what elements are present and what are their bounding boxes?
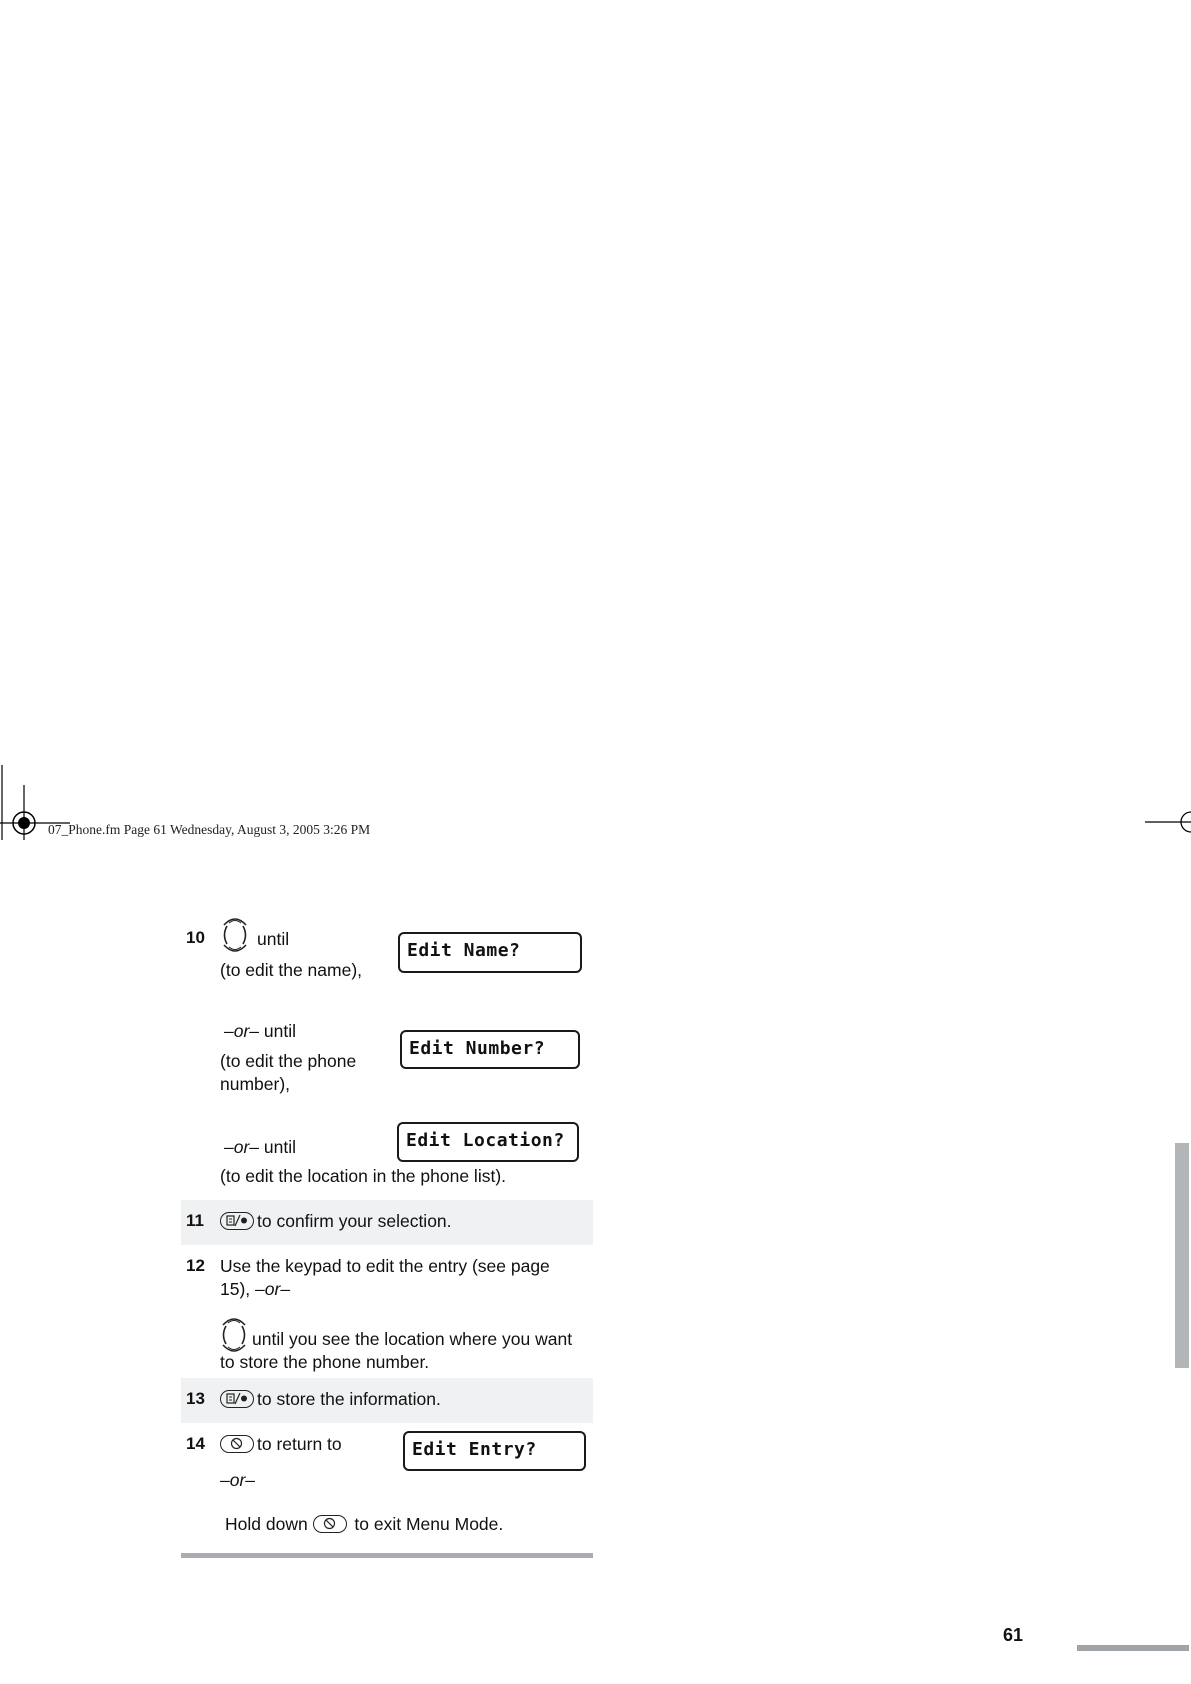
or-text: –or– <box>255 1279 291 1299</box>
step-11-number: 11 <box>186 1211 204 1230</box>
or-text: –or– <box>224 1021 260 1041</box>
scroll-key-icon <box>217 1314 251 1356</box>
step-14-hold-down <box>225 1513 503 1535</box>
footer-rule <box>1077 1645 1189 1651</box>
step-14-or <box>220 1469 255 1491</box>
end-key-icon <box>313 1515 347 1533</box>
step-10-until: until <box>257 929 290 949</box>
print-header-info: 07_Phone.fm Page 61 Wednesday, August 3, 2005 3:26 PM <box>48 822 371 837</box>
step-13-content <box>220 1388 441 1410</box>
step-10-number: 10 <box>186 928 205 947</box>
step-10-edit-name-note: (to edit the name), <box>220 960 363 980</box>
page-number: 61 <box>1003 1625 1024 1645</box>
table-bottom-rule <box>181 1553 593 1558</box>
step-14-number: 14 <box>186 1434 205 1453</box>
step-10-edit-number-line1: (to edit the phone <box>220 1051 357 1071</box>
scroll-key-icon <box>218 914 252 956</box>
step-12-page-ref: 15), <box>220 1279 256 1299</box>
step-14-text: to return to <box>257 1434 342 1454</box>
step-11-text: to confirm your selection. <box>257 1211 452 1231</box>
step-13-text: to store the information. <box>257 1389 441 1409</box>
or-text: –or– <box>220 1470 256 1490</box>
lcd-edit-number: Edit Number? <box>400 1030 580 1069</box>
step-11-content <box>220 1210 452 1232</box>
menu-select-key-icon <box>220 1390 254 1408</box>
lcd-edit-location: Edit Location? <box>397 1122 579 1162</box>
section-tab-marker <box>1175 1143 1189 1368</box>
exit-menu-text: to exit Menu Mode. <box>349 1514 504 1534</box>
until-text: until <box>259 1137 296 1157</box>
step-10-edit-location-note: (to edit the location in the phone list). <box>220 1166 507 1186</box>
step-13-number: 13 <box>186 1389 205 1408</box>
step-10-or-1 <box>224 1020 296 1042</box>
step-12-line1: Use the keypad to edit the entry (see page <box>220 1256 550 1276</box>
step-12-line4: to store the phone number. <box>220 1352 430 1372</box>
end-key-icon <box>220 1435 254 1453</box>
step-12-line3: until you see the location where you want <box>252 1329 573 1349</box>
until-text: until <box>259 1021 296 1041</box>
lcd-edit-entry: Edit Entry? <box>403 1431 586 1471</box>
step-10-edit-number-line2: number), <box>220 1074 291 1094</box>
step-14-content <box>220 1433 342 1455</box>
or-text: –or– <box>224 1137 260 1157</box>
step-12-line2 <box>220 1278 290 1300</box>
registration-mark-right-icon <box>1145 810 1191 840</box>
lcd-edit-name: Edit Name? <box>398 932 582 973</box>
step-10-or-2 <box>224 1136 296 1158</box>
menu-select-key-icon <box>220 1212 254 1230</box>
step-12-number: 12 <box>186 1256 205 1275</box>
hold-down-text: Hold down <box>225 1514 313 1534</box>
